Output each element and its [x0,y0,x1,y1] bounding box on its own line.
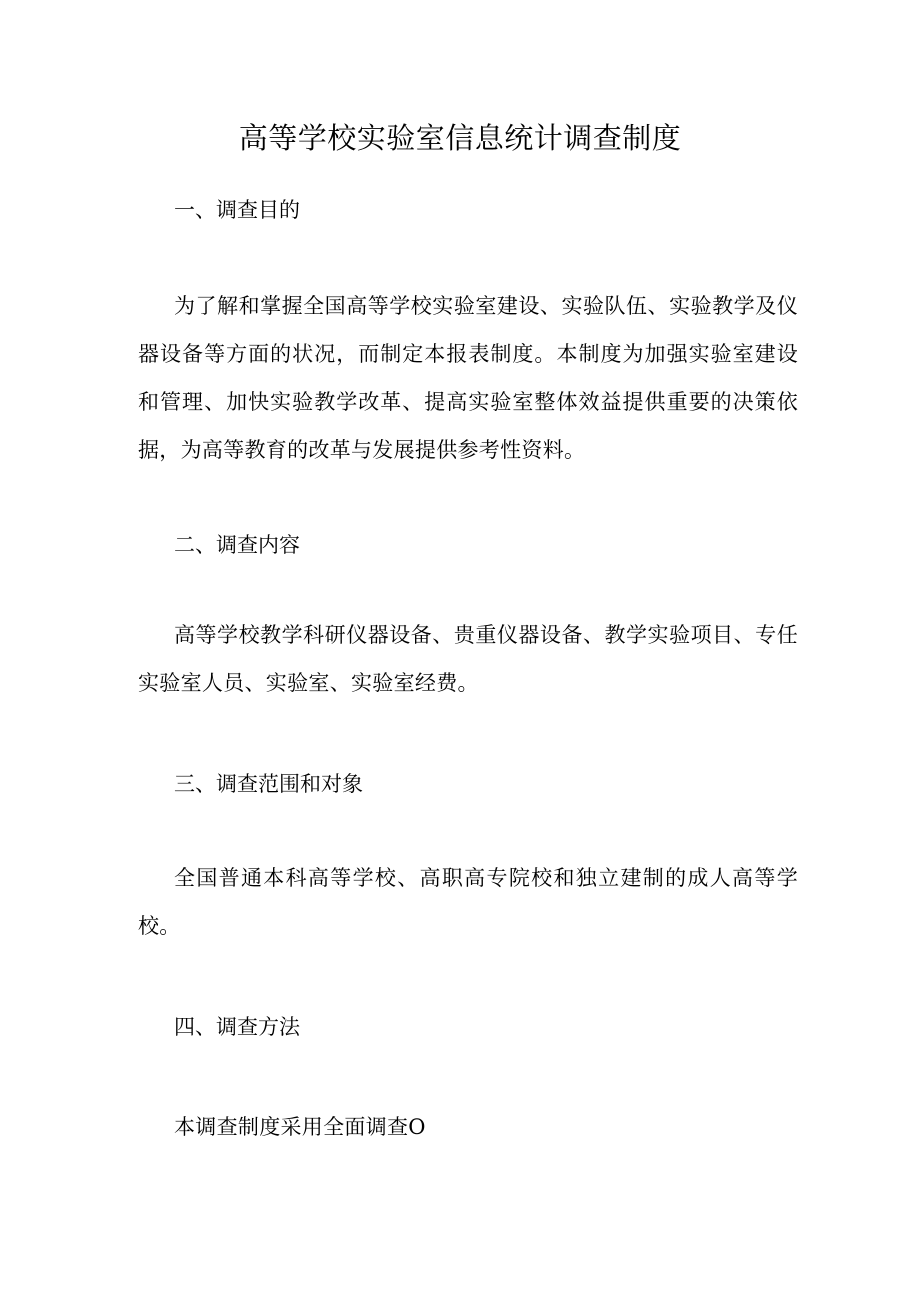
section-body-method: 本调查制度采用全面调查O [174,1115,426,1139]
section-heading-purpose: 一、调查目的 [174,198,300,222]
section-heading-scope: 三、调查范围和对象 [174,772,363,796]
section-body-purpose: 为了解和掌握全国高等学校实验室建设、实验队伍、实验教学及仪器设备等方面的状况，而制定本报表制度。本制度为加强实验室建设和管理、加快实验教学改革、提高实验室整体效益提供重要的决策依据，为高等教育的改革与发展提供参考性资料。 [138,294,798,462]
section-heading-method: 四、调查方法 [174,1015,300,1039]
section-body-scope: 全国普通本科高等学校、高职高专院校和独立建制的成人高等学校。 [138,866,798,938]
section-body-content: 高等学校教学科研仪器设备、贵重仪器设备、教学实验项目、专任实验室人员、实验室、实验室经费。 [138,623,798,695]
document-title: 高等学校实验室信息统计调查制度 [238,121,682,155]
section-heading-content: 二、调查内容 [174,533,300,557]
